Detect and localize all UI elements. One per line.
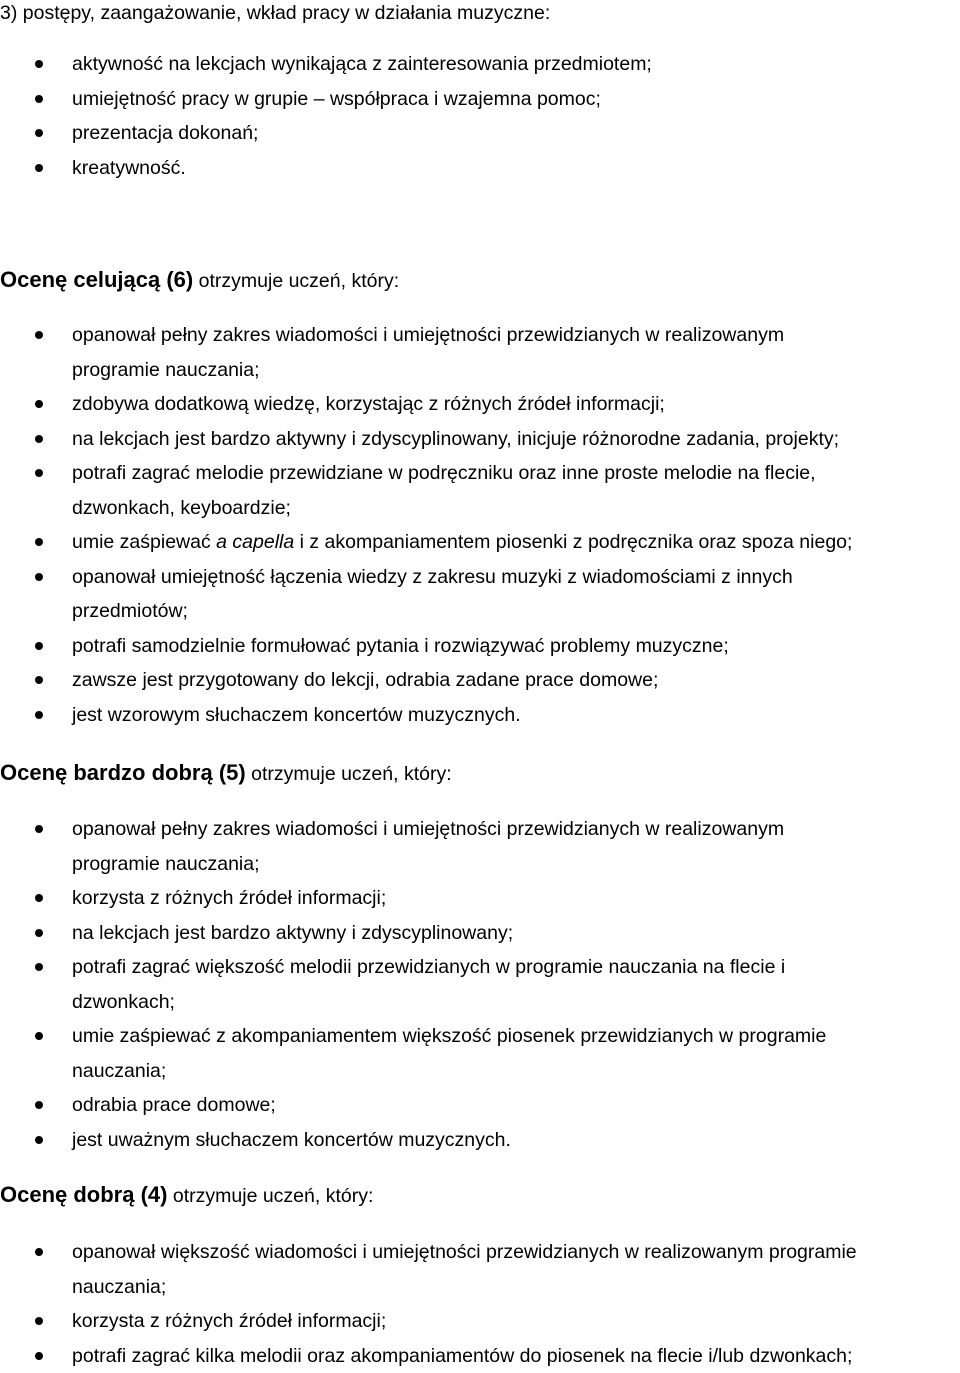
bullet-icon — [35, 400, 43, 408]
list-item — [0, 82, 960, 117]
grade-5-title-rest: otrzymuje uczeń, który: — [246, 763, 452, 785]
list-item — [0, 698, 960, 733]
list-item-text: opanował pełny zakres wiadomości i umiejętności przewidzianych w realizowanym — [72, 812, 960, 847]
list-item-text: na lekcjach jest bardzo aktywny i zdyscyplinowany, inicjuje różnorodne zadania, projekty; — [72, 422, 960, 457]
list-item-text: opanował pełny zakres wiadomości i umiejętności przewidzianych w realizowanym — [72, 318, 960, 353]
grade-4-title: Ocenę dobrą (4) — [0, 1182, 167, 1207]
bullet-icon — [35, 60, 43, 68]
bullet-icon — [35, 331, 43, 339]
list-item-text: korzysta z różnych źródeł informacji; — [72, 1304, 960, 1339]
list-item-text: na lekcjach jest bardzo aktywny i zdyscyplinowany; — [72, 916, 960, 951]
list-item-text: kreatywność. — [72, 151, 960, 186]
list-item — [0, 1088, 960, 1123]
bullet-icon — [35, 573, 43, 581]
grade-5-list — [0, 812, 960, 1157]
grade-4-list — [0, 1235, 960, 1373]
list-item — [0, 1019, 960, 1088]
bullet-icon — [35, 676, 43, 684]
list-item — [0, 663, 960, 698]
grade-5-heading — [0, 758, 452, 789]
bullet-icon — [35, 1248, 43, 1256]
list-item-text: korzysta z różnych źródeł informacji; — [72, 881, 960, 916]
list-item-text: opanował większość wiadomości i umiejętności przewidzianych w realizowanym programie — [72, 1235, 960, 1270]
bullet-icon — [35, 469, 43, 477]
list-item — [0, 950, 960, 1019]
list-item-text: potrafi zagrać większość melodii przewidzianych w programie nauczania na flecie i — [72, 950, 960, 985]
list-item — [0, 525, 960, 560]
list-item — [0, 116, 960, 151]
list-item-text: prezentacja dokonań; — [72, 116, 960, 151]
list-item — [0, 812, 960, 881]
list-item — [0, 318, 960, 387]
grade-6-list — [0, 318, 960, 732]
bullet-icon — [35, 538, 43, 546]
bullet-icon — [35, 963, 43, 971]
list-item-text: jest uważnym słuchaczem koncertów muzycznych. — [72, 1123, 960, 1158]
list-item-text: przedmiotów; — [72, 594, 960, 629]
list-item — [0, 916, 960, 951]
intro-heading: 3) postępy, zaangażowanie, wkład pracy w działania muzyczne: — [0, 0, 550, 26]
list-item — [0, 881, 960, 916]
list-item — [0, 1339, 960, 1373]
bullet-icon — [35, 95, 43, 103]
list-item-text: aktywność na lekcjach wynikająca z zainteresowania przedmiotem; — [72, 47, 960, 82]
list-item-text: zdobywa dodatkową wiedzę, korzystając z różnych źródeł informacji; — [72, 387, 960, 422]
list-item-text: nauczania; — [72, 1054, 960, 1089]
list-item-text: nauczania; — [72, 1270, 960, 1305]
list-item-text: dzwonkach, keyboardzie; — [72, 491, 960, 526]
list-item — [0, 387, 960, 422]
list-item — [0, 1304, 960, 1339]
grade-6-title: Ocenę celującą (6) — [0, 267, 193, 292]
bullet-icon — [35, 164, 43, 172]
bullet-icon — [35, 642, 43, 650]
list-item-text: umie zaśpiewać a capella i z akompaniamentem piosenki z podręcznika oraz spoza niego; — [72, 525, 960, 560]
list-item-text: zawsze jest przygotowany do lekcji, odrabia zadane prace domowe; — [72, 663, 960, 698]
list-item — [0, 47, 960, 82]
list-item-text: potrafi zagrać kilka melodii oraz akompaniamentów do piosenek na flecie i/lub dzwonkach; — [72, 1339, 960, 1373]
list-item-text: umiejętność pracy w grupie – współpraca i wzajemna pomoc; — [72, 82, 960, 117]
list-item-text: odrabia prace domowe; — [72, 1088, 960, 1123]
list-item — [0, 1235, 960, 1304]
list-item-text: potrafi zagrać melodie przewidziane w podręczniku oraz inne proste melodie na flecie, — [72, 456, 960, 491]
list-item-text: dzwonkach; — [72, 985, 960, 1020]
bullet-icon — [35, 894, 43, 902]
bullet-icon — [35, 1101, 43, 1109]
bullet-icon — [35, 1352, 43, 1360]
list-item — [0, 560, 960, 629]
bullet-icon — [35, 129, 43, 137]
bullet-icon — [35, 825, 43, 833]
bullet-icon — [35, 1317, 43, 1325]
intro-list — [0, 47, 960, 185]
list-item-text: umie zaśpiewać z akompaniamentem większość piosenek przewidzianych w programie — [72, 1019, 960, 1054]
list-item-text: jest wzorowym słuchaczem koncertów muzycznych. — [72, 698, 960, 733]
list-item-text: opanował umiejętność łączenia wiedzy z zakresu muzyki z wiadomościami z innych — [72, 560, 960, 595]
grade-4-heading — [0, 1180, 373, 1211]
list-item — [0, 456, 960, 525]
list-item — [0, 151, 960, 186]
list-item-text: programie nauczania; — [72, 847, 960, 882]
grade-6-title-rest: otrzymuje uczeń, który: — [193, 270, 399, 292]
grade-4-title-rest: otrzymuje uczeń, który: — [167, 1185, 373, 1207]
list-item — [0, 1123, 960, 1158]
bullet-icon — [35, 711, 43, 719]
list-item — [0, 629, 960, 664]
bullet-icon — [35, 1136, 43, 1144]
grade-6-heading — [0, 265, 399, 296]
bullet-icon — [35, 435, 43, 443]
grade-5-title: Ocenę bardzo dobrą (5) — [0, 760, 246, 785]
bullet-icon — [35, 929, 43, 937]
list-item — [0, 422, 960, 457]
list-item-text: potrafi samodzielnie formułować pytania i rozwiązywać problemy muzyczne; — [72, 629, 960, 664]
bullet-icon — [35, 1032, 43, 1040]
list-item-text: programie nauczania; — [72, 353, 960, 388]
